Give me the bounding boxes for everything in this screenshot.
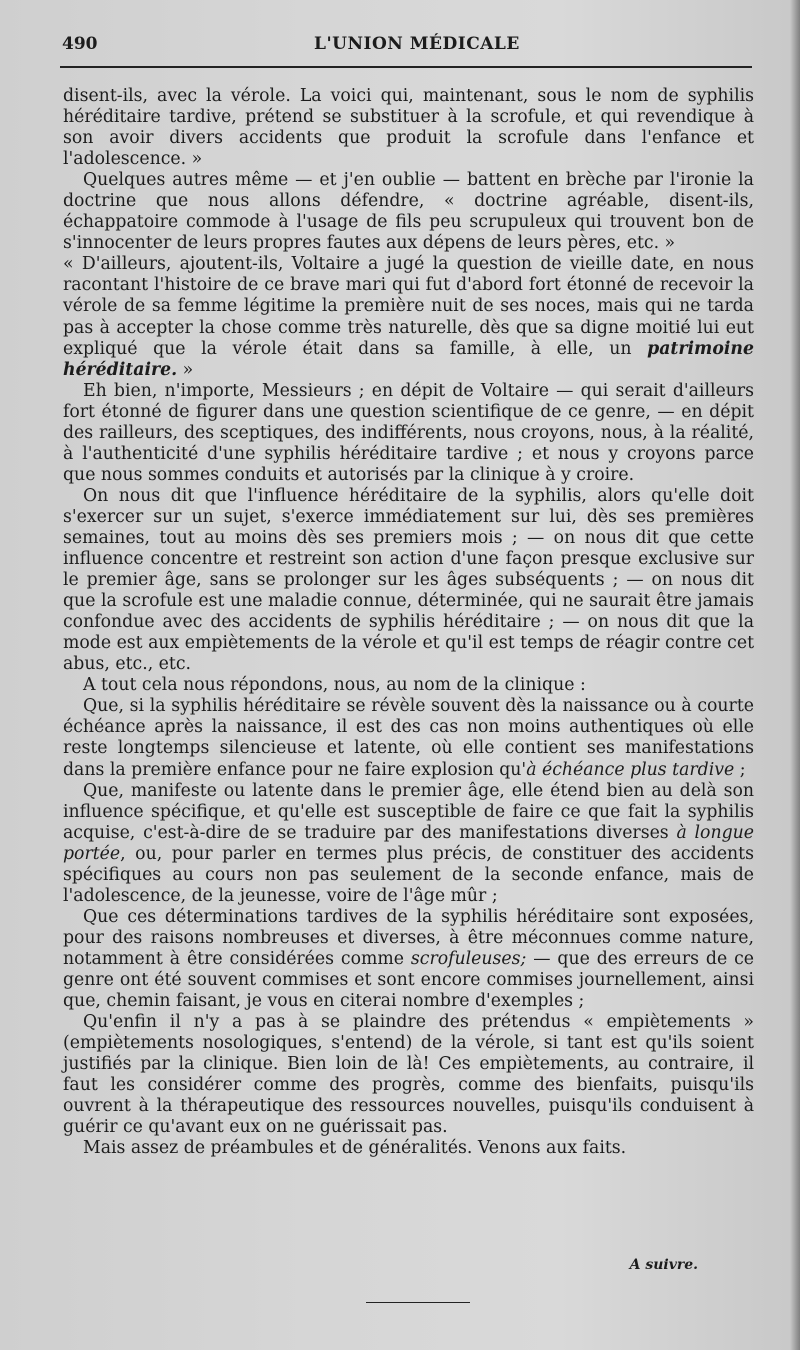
paragraph-text: , ou, pour parler en termes plus précis, de constituer des accidents spécifiques au cours non pas seulement de la seconde enfance, mais de l'adolescence, de la jeunesse, voire de l'âge mûr ;: [63, 843, 754, 906]
paragraph: [63, 696, 754, 780]
italic-text: scrofuleuses;: [410, 948, 527, 969]
paragraph: [63, 170, 754, 254]
paragraph: [63, 486, 754, 675]
paragraph-text: « D'ailleurs, ajoutent-ils, Voltaire a jugé la question de vieille date, en nous racontant l'histoire de ce brave mari qui fut d'abord fort étonné de recevoir la vérole de sa femme légitime la première nuit de ses noces, mais qui ne tarda pas à accepter la chose comme très naturelle, dès que sa digne moitié lui eut expliqué que la vérole était dans sa famille, à elle, un: [63, 254, 754, 359]
page-number: 490: [62, 34, 98, 54]
paragraph-text: Qu'enfin il n'y a pas à se plaindre des prétendus « empiètements » (empiètements nosologiques, s'entend) de la vérole, si tant est qu'ils soient justifiés par la clinique. Bien loin de là! Ces empiètements, au contraire, il faut les considérer comme des progrès, comme des bienfaits, puisqu'ils ouvrent à la thérapeutique des ressources nouvelles, puisqu'ils conduisent à guérir ce qu'avant eux on ne guérissait pas.: [63, 1012, 754, 1138]
paragraph-text: Quelques autres même — et j'en oublie — battent en brèche par l'ironie la doctrine que nous allons défendre, « doctrine agréable, disent-ils, échappatoire commode à l'usage de fils peu scrupuleux qui trouvent bon de s'innocenter de leurs propres fautes aux dépens de leurs pères, etc. »: [63, 170, 754, 254]
end-rule: [366, 1302, 470, 1303]
paragraph: [63, 86, 754, 170]
paragraph-text: Que ces déterminations tardives de la syphilis héréditaire sont exposées, pour des raisons nombreuses et diverses, à être méconnues comme nature, notamment à être considérées comme: [63, 906, 754, 969]
paragraph-text: ;: [734, 759, 746, 780]
paragraph-text: disent-ils, avec la vérole. La voici qui, maintenant, sous le nom de syphilis héréditaire tardive, prétend se substituer à la scrofule, et qui revendique à son avoir divers accidents que produit la scrofule dans l'enfance et l'adolescence. »: [63, 86, 754, 170]
running-header: [62, 34, 752, 60]
paragraph: [63, 1138, 754, 1159]
paragraph: [63, 907, 754, 1012]
paragraph: [63, 254, 754, 380]
header-rule: [60, 66, 752, 68]
paragraph-text: »: [177, 359, 194, 380]
paragraph: [63, 781, 754, 907]
page-edge-shadow: [790, 0, 800, 1350]
continued-note: A suivre.: [629, 1257, 698, 1273]
paragraph-text: On nous dit que l'influence héréditaire de la syphilis, alors qu'elle doit s'exercer sur un sujet, s'exerce immédiatement sur lui, dès ses premières semaines, tout au moins dès ses premiers mois ; — on nous dit que cette influence concentre et restreint son action d'une façon presque exclusive sur le premier âge, sans se prolonger sur les âges subséquents ; — on nous dit que la scrofule est une maladie connue, déterminée, qui ne saurait être jamais confondue avec des accidents de syphilis héréditaire ; — on nous dit que la mode est aux empiètements de la vérole et qu'il est temps de réagir contre cet abus, etc., etc.: [63, 485, 755, 675]
paragraph-text: Mais assez de préambules et de généralités. Venons aux faits.: [83, 1138, 627, 1159]
paragraph: [63, 381, 754, 486]
paragraph: [63, 675, 754, 696]
italic-text: à échéance plus tardive: [526, 759, 735, 780]
running-title: L'UNION MÉDICALE: [314, 34, 520, 54]
paragraph-text: Que, manifeste ou latente dans le premier âge, elle étend bien au delà son influence spécifique, et qu'elle est susceptible de faire ce que fait la syphilis acquise, c'est-à-dire de se traduire par des manifestations diverses: [63, 780, 754, 843]
italic-text: à longue portée: [63, 822, 754, 864]
paragraph-text: Que, si la syphilis héréditaire se révèle souvent dès la naissance ou à courte échéance après la naissance, il est des cas non moins authentiques où elle reste longtemps silencieuse et latente, où elle contient ses manifestations dans la première enfance pour ne faire explosion qu': [63, 696, 754, 780]
paragraph: [63, 1012, 754, 1138]
paragraph-text: A tout cela nous répondons, nous, au nom de la clinique :: [83, 675, 586, 696]
article-body: [63, 86, 754, 1159]
paragraph-text: — que des erreurs de ce genre ont été souvent commises et sont encore commises journellement, ainsi que, chemin faisant, je vous en citerai nombre d'exemples ;: [63, 948, 754, 1012]
italic-text: patrimoine héréditaire.: [63, 338, 754, 380]
paragraph-text: Eh bien, n'importe, Messieurs ; en dépit de Voltaire — qui serait d'ailleurs fort étonné de figurer dans une question scientifique de ce genre, — en dépit des railleurs, des sceptiques, des indifférents, nous croyons, nous, à la réalité, à l'authenticité d'une syphilis héréditaire tardive ; et nous y croyons parce que nous sommes conduits et autorisés par la clinique à y croire.: [63, 380, 754, 485]
